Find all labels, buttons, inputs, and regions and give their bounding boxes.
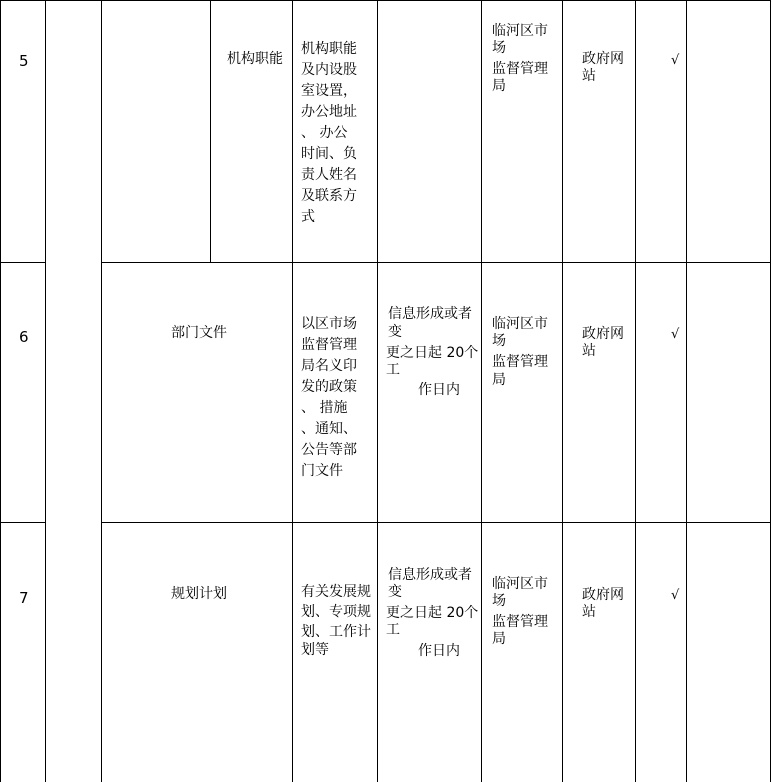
grid-line — [377, 0, 378, 782]
time-limit-line: 变 — [388, 324, 402, 340]
content-line: 划、专项规 — [301, 604, 371, 620]
category-cell: 规划计划 — [171, 586, 227, 602]
grid-line — [686, 0, 687, 782]
content-line: 责人姓名 — [301, 167, 357, 183]
time-limit-line: 作日内 — [418, 382, 460, 398]
time-limit-line: 信息形成或者 — [388, 567, 472, 583]
content-line: 划等 — [301, 642, 329, 658]
content-line: 公告等部 — [301, 442, 357, 458]
grid-line — [0, 522, 45, 523]
content-line: 、 措施 — [301, 400, 348, 416]
grid-line — [101, 522, 771, 523]
content-line: 划、工作计 — [301, 624, 371, 640]
grid-line — [101, 0, 102, 782]
grid-line — [210, 0, 211, 262]
content-line: 式 — [301, 209, 315, 225]
subject-line: 局 — [492, 78, 506, 94]
content-line: 监督管理 — [301, 337, 357, 353]
grid-line — [562, 0, 563, 782]
subject-line: 场 — [492, 593, 506, 609]
time-limit-line: 作日内 — [418, 643, 460, 659]
subject-line: 监督管理 — [492, 354, 548, 370]
content-line: 发的政策 — [301, 379, 357, 395]
grid-line — [0, 0, 1, 782]
grid-line — [481, 0, 482, 782]
subject-line: 场 — [492, 333, 506, 349]
content-line: 及内设股 — [301, 62, 357, 78]
content-line: 、 办公 — [301, 125, 348, 141]
subject-line: 临河区市 — [492, 576, 548, 592]
grid-line — [292, 0, 293, 782]
category-cell: 机构职能 — [227, 51, 283, 67]
category-cell: 部门文件 — [171, 325, 227, 341]
content-line: 室设置， — [301, 83, 357, 99]
subject-line: 监督管理 — [492, 61, 548, 77]
row-number: 7 — [19, 589, 29, 607]
time-limit-line: 工 — [386, 362, 400, 378]
row-number: 5 — [19, 52, 29, 70]
content-line: 以区市场 — [301, 316, 357, 332]
check-mark: √ — [671, 588, 680, 603]
subject-line: 临河区市 — [492, 316, 548, 332]
content-line: 门文件 — [301, 463, 343, 479]
subject-line: 局 — [492, 631, 506, 647]
check-mark: √ — [671, 327, 680, 342]
time-limit-line: 工 — [386, 622, 400, 638]
content-line: 机构职能 — [301, 41, 357, 57]
channel-line: 站 — [582, 68, 596, 84]
time-limit-line: 更之日起 20个 — [386, 605, 479, 621]
channel-line: 站 — [582, 604, 596, 620]
content-line: 有关发展规 — [301, 584, 371, 600]
content-line: 局名义印 — [301, 358, 357, 374]
channel-line: 政府网 — [582, 51, 624, 67]
content-line: 办公地址 — [301, 104, 357, 120]
subject-line: 临河区市 — [492, 23, 548, 39]
channel-line: 政府网 — [582, 326, 624, 342]
grid-line — [770, 0, 771, 782]
time-limit-line: 更之日起 20个 — [386, 345, 479, 361]
subject-line: 监督管理 — [492, 614, 548, 630]
grid-line — [45, 0, 46, 782]
content-line: 及联系方 — [301, 188, 357, 204]
time-limit-line: 信息形成或者 — [388, 306, 472, 322]
grid-line — [101, 262, 771, 263]
grid-line — [0, 0, 771, 1]
channel-line: 政府网 — [582, 587, 624, 603]
check-mark: √ — [671, 53, 680, 68]
grid-line — [635, 0, 636, 782]
subject-line: 场 — [492, 40, 506, 56]
time-limit-line: 变 — [388, 584, 402, 600]
content-line: 时间、负 — [301, 146, 357, 162]
channel-line: 站 — [582, 343, 596, 359]
content-line: 、通知、 — [301, 421, 357, 437]
row-number: 6 — [19, 328, 29, 346]
subject-line: 局 — [492, 372, 506, 388]
grid-line — [0, 262, 45, 263]
